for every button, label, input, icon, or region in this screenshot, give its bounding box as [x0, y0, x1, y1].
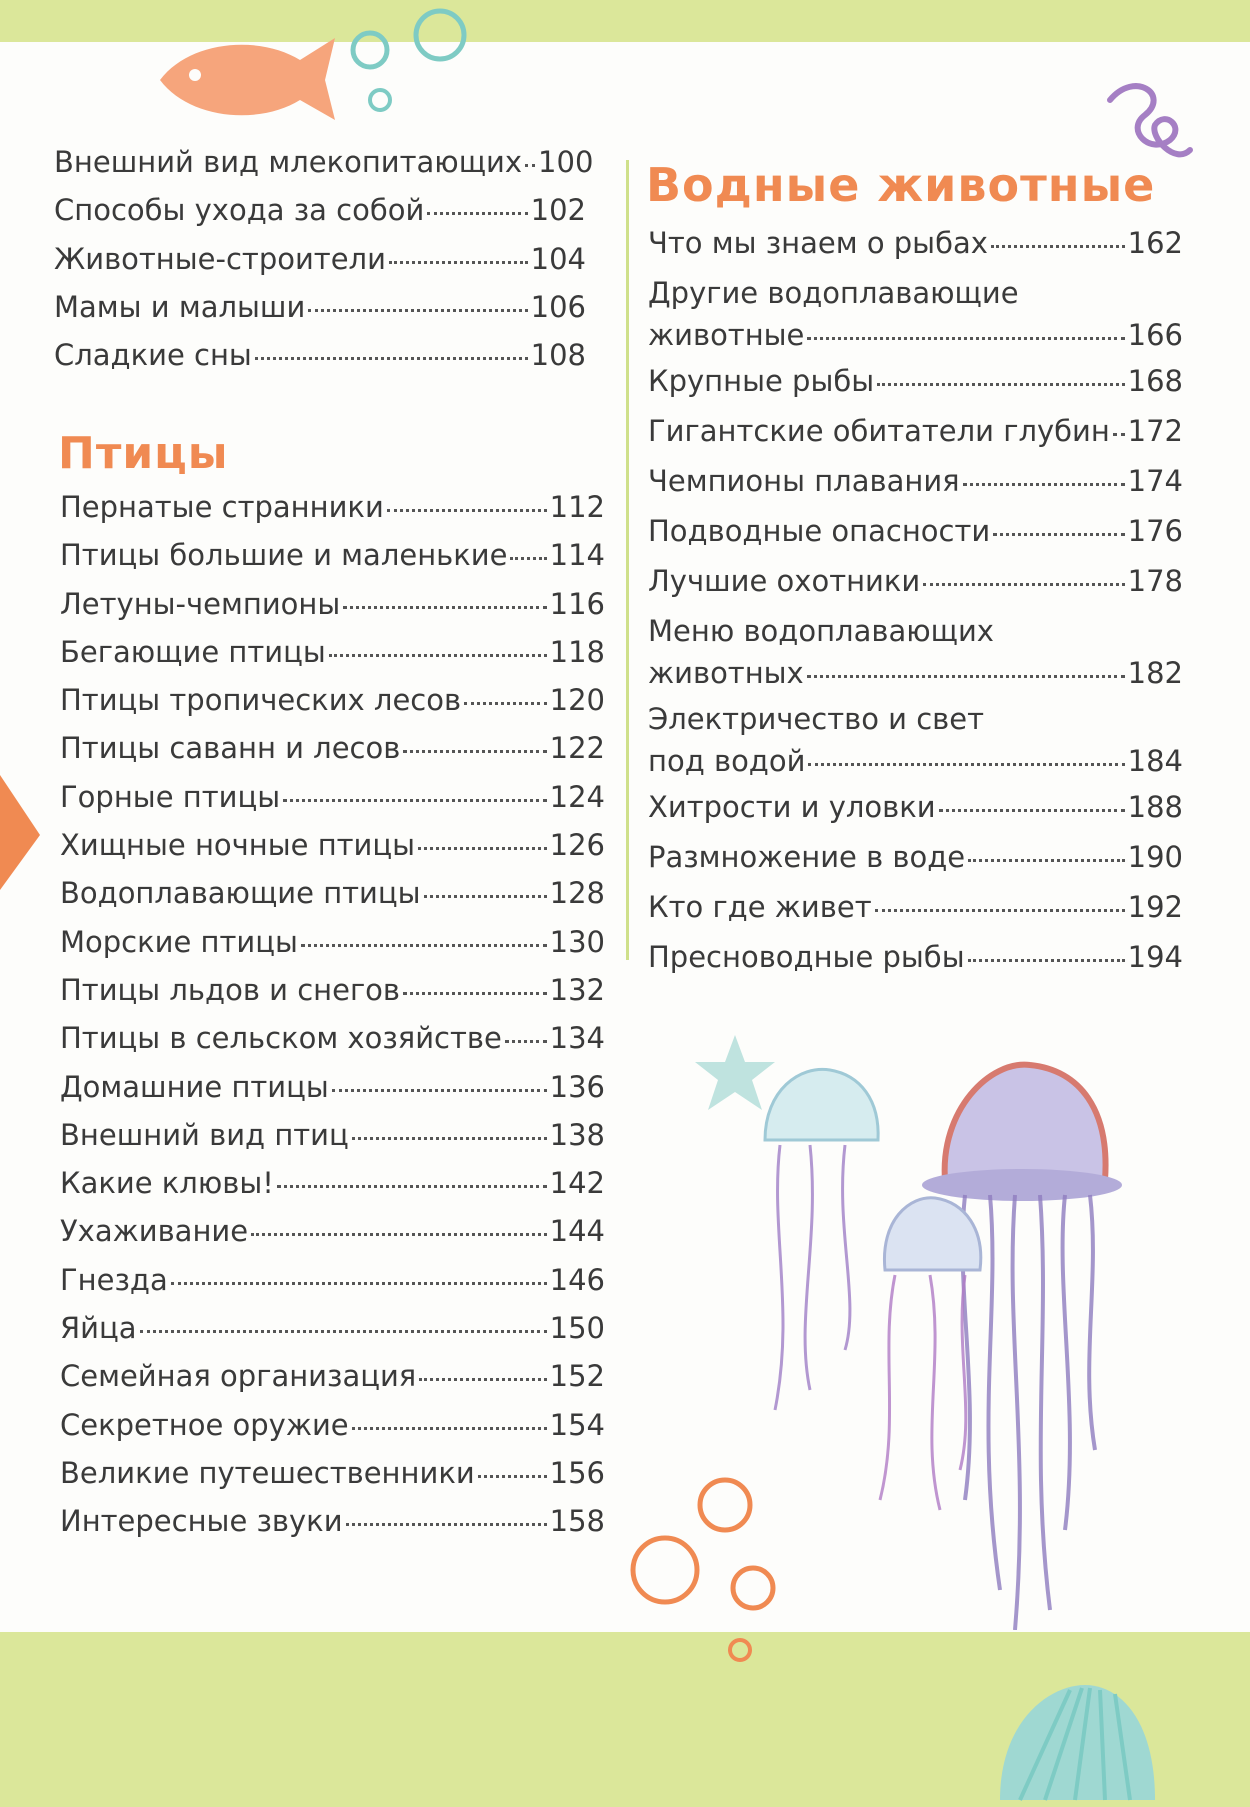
section-heading-aquatic: Водные животные: [646, 158, 1156, 212]
toc-entry[interactable]: [60, 1118, 605, 1166]
toc-aquatic-list: [648, 226, 1183, 990]
toc-entry[interactable]: [648, 940, 1183, 990]
toc-entry-title: Электричество и свет: [648, 702, 984, 736]
toc-entry[interactable]: [60, 1214, 605, 1262]
toc-entry[interactable]: [648, 276, 1183, 364]
toc-leader-dots: [875, 909, 1125, 912]
toc-leader-dots: [424, 895, 547, 898]
toc-entry-title: Водоплавающие птицы: [60, 876, 421, 911]
toc-leader-dots: [877, 383, 1125, 386]
toc-entry[interactable]: [60, 925, 605, 973]
toc-entry[interactable]: [648, 564, 1183, 614]
toc-entry-page: 190: [1127, 840, 1183, 874]
toc-entry-title: Какие клювы!: [60, 1166, 274, 1201]
toc-leader-dots: [283, 799, 547, 802]
toc-entry[interactable]: [648, 614, 1183, 702]
toc-entry-page: 142: [549, 1166, 605, 1201]
toc-leader-dots: [464, 702, 547, 705]
toc-leader-dots: [963, 483, 1125, 486]
toc-entry-title: Пернатые странники: [60, 490, 384, 524]
fish-tail-icon: [0, 775, 45, 890]
toc-entry-title: Семейная организация: [60, 1359, 417, 1394]
toc-entry-page: 130: [549, 924, 605, 959]
toc-entry-page: 152: [549, 1359, 605, 1394]
toc-entry-title: Мамы и малыши: [54, 289, 306, 324]
toc-entry-title-cont: животные: [648, 318, 805, 352]
toc-entry-page: 124: [549, 779, 605, 814]
toc-entry[interactable]: [648, 790, 1183, 840]
toc-entry-title: Интересные звуки: [60, 1504, 343, 1539]
toc-entry[interactable]: [60, 973, 605, 1021]
toc-entry-page: 162: [1127, 226, 1183, 260]
toc-entry-title: Подводные опасности: [648, 514, 991, 548]
toc-entry-page: 106: [530, 289, 586, 324]
toc-leader-dots: [939, 809, 1125, 812]
toc-entry-title: Внешний вид птиц: [60, 1117, 349, 1152]
section-heading-birds: Птицы: [58, 428, 229, 479]
toc-entry-page: 118: [549, 634, 605, 669]
toc-leader-dots: [308, 309, 527, 312]
toc-leader-dots: [923, 583, 1124, 586]
toc-leader-dots: [525, 164, 535, 167]
toc-entry-page: 178: [1127, 564, 1183, 598]
toc-entry-page: 176: [1127, 514, 1183, 548]
toc-leader-dots: [403, 750, 546, 753]
toc-entry-title: Способы ухода за собой: [54, 193, 425, 228]
toc-entry[interactable]: [54, 193, 586, 241]
toc-entry[interactable]: [60, 1263, 605, 1311]
toc-entry[interactable]: [648, 702, 1183, 790]
toc-entry[interactable]: [60, 1359, 605, 1407]
toc-entry-title: Великие путешественники: [60, 1455, 475, 1490]
toc-entry[interactable]: [648, 840, 1183, 890]
toc-entry-title: Другие водоплавающие: [648, 276, 1019, 310]
toc-leader-dots: [991, 245, 1125, 248]
toc-entry-title: Летуны-чемпионы: [60, 586, 341, 621]
toc-entry-page: 102: [530, 193, 586, 228]
toc-entry[interactable]: [60, 1166, 605, 1214]
toc-entry[interactable]: [60, 1408, 605, 1456]
toc-entry-title: Яйца: [60, 1311, 137, 1346]
toc-entry-page: 104: [530, 241, 586, 276]
toc-entry[interactable]: [648, 414, 1183, 464]
toc-entry-title: Птицы в сельском хозяйстве: [60, 1021, 502, 1056]
toc-entry[interactable]: [54, 290, 586, 338]
toc-leader-dots: [171, 1282, 547, 1285]
toc-entry-page: 192: [1127, 890, 1183, 924]
toc-entry-title: Сладкие сны: [54, 338, 252, 373]
toc-entry-page: 138: [549, 1117, 605, 1152]
toc-entry[interactable]: [648, 226, 1183, 276]
toc-entry[interactable]: [60, 1311, 605, 1359]
toc-leader-dots: [352, 1137, 547, 1140]
toc-leader-dots: [343, 606, 546, 609]
column-divider: [626, 160, 629, 960]
toc-entry-title: Меню водоплавающих: [648, 614, 994, 648]
toc-entry[interactable]: [60, 876, 605, 924]
toc-entry-title: Крупные рыбы: [648, 364, 875, 398]
toc-entry-title: Бегающие птицы: [60, 634, 326, 669]
toc-entry-page: 168: [1127, 364, 1183, 398]
toc-entry-page: 174: [1127, 464, 1183, 498]
toc-entry[interactable]: [648, 364, 1183, 414]
spiral-icon: [1095, 75, 1195, 170]
toc-entry-title: Ухаживание: [60, 1214, 249, 1249]
toc-entry-page: 112: [549, 490, 605, 524]
toc-entry-page: 120: [549, 683, 605, 718]
toc-entry-title: Кто где живет: [648, 890, 872, 924]
shell-icon: [990, 1680, 1160, 1807]
toc-entry-title: Животные-строители: [54, 241, 386, 276]
toc-leader-dots: [807, 337, 1124, 340]
toc-entry-page: 126: [549, 828, 605, 863]
toc-leader-dots: [1113, 433, 1125, 436]
toc-entry-title: Птицы саванн и лесов: [60, 731, 401, 766]
toc-leader-dots: [418, 847, 547, 850]
toc-leader-dots: [352, 1427, 547, 1430]
toc-leader-dots: [419, 1378, 546, 1381]
toc-entry-page: 158: [549, 1504, 605, 1539]
jellyfish-illustration: [750, 1030, 1180, 1630]
toc-entry[interactable]: [60, 587, 605, 635]
toc-leader-dots: [505, 1040, 547, 1043]
toc-entry-page: 114: [549, 538, 605, 573]
toc-entry[interactable]: [60, 538, 605, 586]
toc-leader-dots: [251, 1233, 547, 1236]
toc-entry-title: Лучшие охотники: [648, 564, 921, 598]
toc-entry-title: Гнезда: [60, 1262, 168, 1297]
toc-leader-dots: [389, 261, 528, 264]
toc-entry-page: 144: [549, 1214, 605, 1249]
toc-leader-dots: [332, 1089, 547, 1092]
toc-leader-dots: [403, 992, 547, 995]
toc-entry[interactable]: [54, 145, 594, 193]
toc-leader-dots: [387, 509, 547, 512]
toc-entry-page: 128: [549, 876, 605, 911]
toc-leader-dots: [968, 959, 1125, 962]
toc-entry-page: 108: [530, 338, 586, 373]
toc-entry[interactable]: [60, 780, 605, 828]
toc-entry-page: 188: [1127, 790, 1183, 824]
toc-entry[interactable]: [60, 1456, 605, 1504]
toc-entry-page: 100: [538, 145, 594, 179]
toc-entry[interactable]: [54, 242, 586, 290]
toc-entry-page: 116: [549, 586, 605, 621]
toc-leader-dots: [140, 1330, 547, 1333]
toc-entry[interactable]: [60, 490, 605, 538]
toc-entry-title: Птицы льдов и снегов: [60, 972, 401, 1007]
toc-leader-dots: [807, 675, 1125, 678]
bubbles-icon: [330, 5, 480, 115]
toc-entry[interactable]: [648, 514, 1183, 564]
toc-entry[interactable]: [54, 338, 586, 386]
toc-entry-page: 150: [549, 1311, 605, 1346]
toc-entry-title: Гигантские обитатели глубин: [648, 414, 1110, 448]
toc-entry[interactable]: [60, 1070, 605, 1118]
toc-entry-title: Горные птицы: [60, 779, 281, 814]
toc-entry-page: 122: [549, 731, 605, 766]
toc-entry-page: 172: [1127, 414, 1183, 448]
toc-entry-title: Птицы тропических лесов: [60, 683, 462, 718]
toc-entry[interactable]: [60, 828, 605, 876]
toc-entry[interactable]: [648, 464, 1183, 514]
toc-entry-title: Секретное оружие: [60, 1407, 349, 1442]
toc-entry[interactable]: [60, 731, 605, 779]
toc-entry-title-cont: под водой: [648, 744, 806, 778]
toc-leader-dots: [427, 212, 527, 215]
toc-entry-title: Что мы знаем о рыбах: [648, 226, 988, 260]
toc-leader-dots: [329, 654, 547, 657]
toc-entry-page: 184: [1127, 744, 1183, 778]
toc-entry-title: Хитрости и уловки: [648, 790, 936, 824]
toc-entry[interactable]: [60, 1021, 605, 1069]
toc-entry-page: 132: [549, 972, 605, 1007]
toc-entry-title: Чемпионы плавания: [648, 464, 960, 498]
toc-entry-title: Птицы большие и маленькие: [60, 538, 508, 573]
toc-leader-dots: [277, 1185, 547, 1188]
toc-entry[interactable]: [60, 683, 605, 731]
toc-entry-title: Домашние птицы: [60, 1069, 329, 1104]
toc-entry-title: Морские птицы: [60, 924, 298, 959]
toc-entry-page: 136: [549, 1069, 605, 1104]
toc-leader-dots: [968, 859, 1125, 862]
toc-leader-dots: [993, 533, 1124, 536]
toc-mammals-list: [54, 145, 594, 386]
toc-entry-page: 156: [549, 1455, 605, 1490]
toc-entry-page: 194: [1127, 940, 1183, 974]
toc-entry-page: 166: [1127, 318, 1183, 352]
toc-entry-page: 134: [549, 1021, 605, 1056]
toc-entry-page: 154: [549, 1407, 605, 1442]
toc-entry-title: Хищные ночные птицы: [60, 828, 416, 863]
toc-entry[interactable]: [648, 890, 1183, 940]
toc-leader-dots: [255, 357, 528, 360]
toc-entry[interactable]: [60, 635, 605, 683]
toc-leader-dots: [346, 1523, 547, 1526]
toc-entry[interactable]: [60, 1504, 605, 1552]
toc-entry-title: Размножение в воде: [648, 840, 966, 874]
toc-leader-dots: [808, 763, 1124, 766]
toc-leader-dots: [510, 557, 546, 560]
toc-leader-dots: [301, 944, 547, 947]
toc-leader-dots: [478, 1475, 547, 1478]
toc-birds-list: [60, 490, 605, 1553]
toc-entry-title: Пресноводные рыбы: [648, 940, 965, 974]
toc-entry-title-cont: животных: [648, 656, 804, 690]
toc-entry-title: Внешний вид млекопитающих: [54, 145, 523, 179]
toc-entry-page: 146: [549, 1262, 605, 1297]
toc-entry-page: 182: [1127, 656, 1183, 690]
fish-icon: [140, 30, 340, 125]
